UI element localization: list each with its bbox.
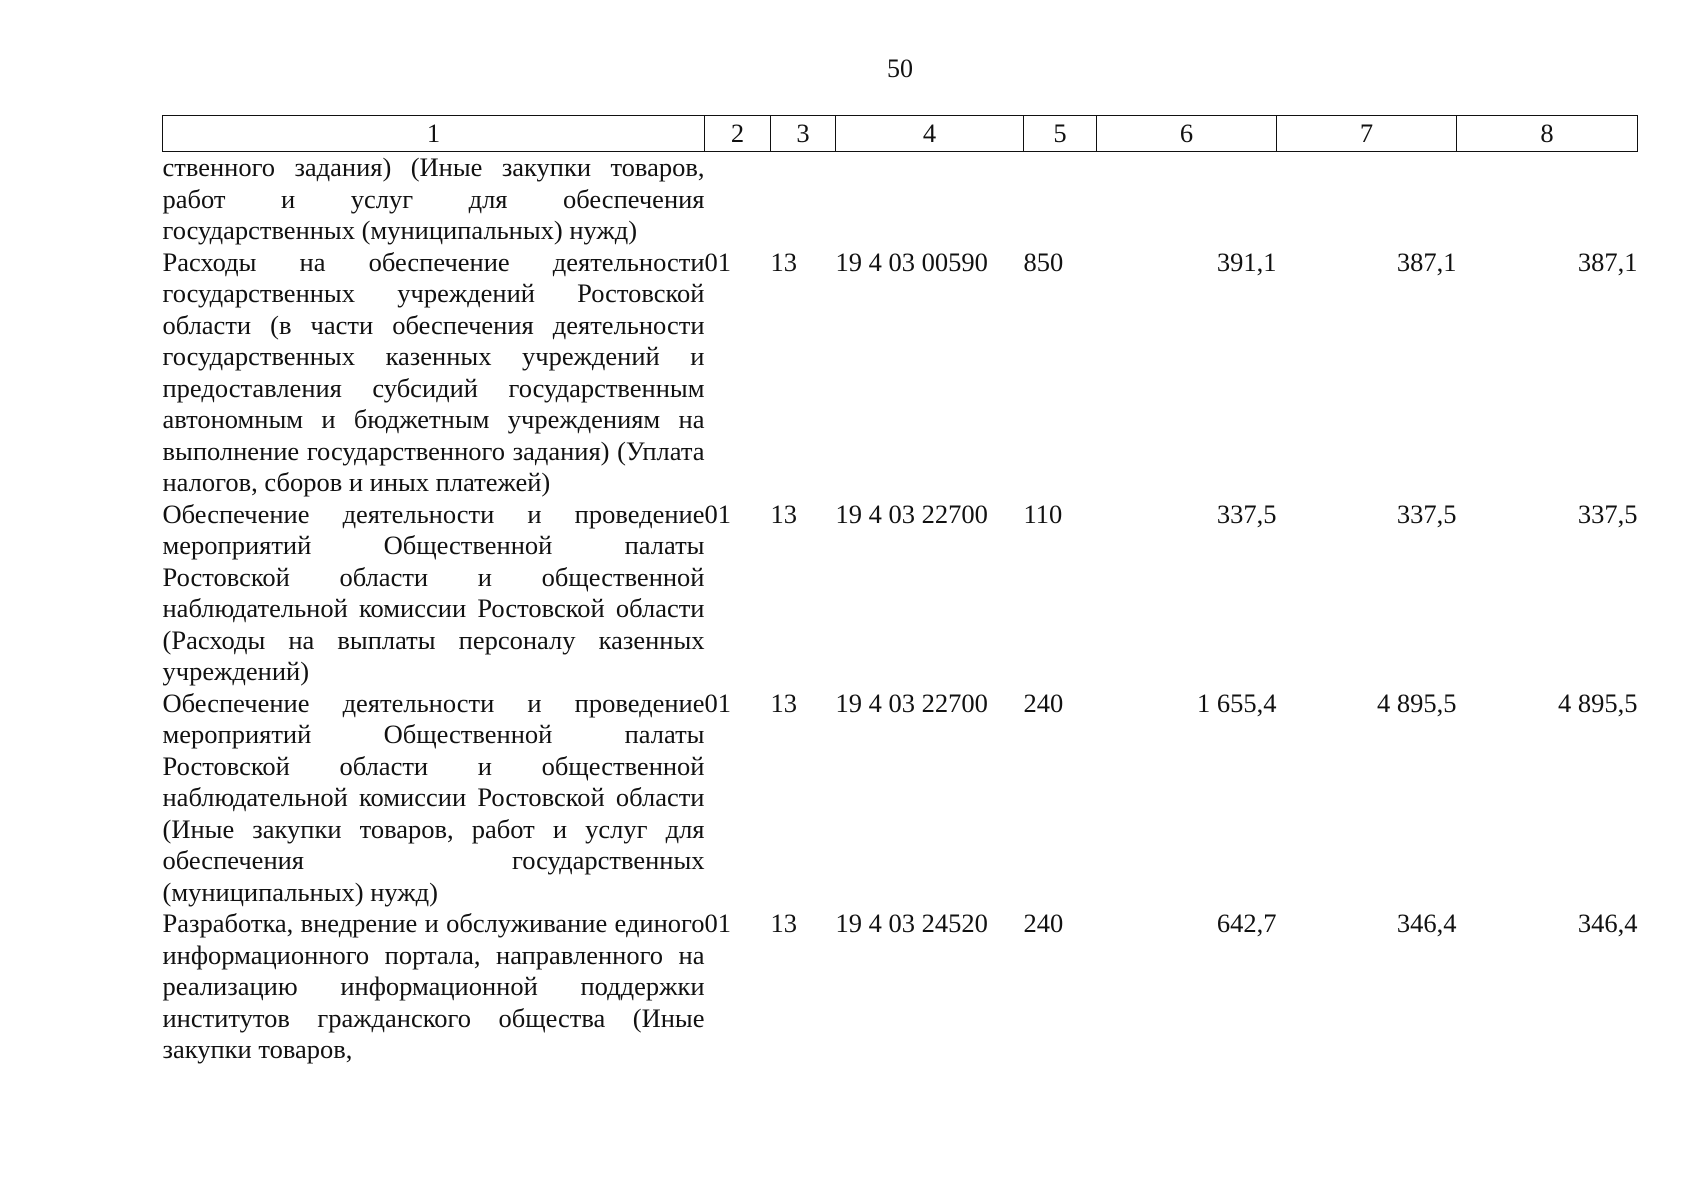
row-expense-type: 850 bbox=[1023, 246, 1064, 277]
row-target-article: 19 4 03 22700 bbox=[835, 498, 988, 529]
table-row bbox=[163, 908, 1638, 1066]
table-row bbox=[163, 688, 1638, 909]
row-amount-3 bbox=[1457, 152, 1638, 247]
row-description: Разработка, внедрение и обслуживание единого информационного портала, направленного на реализацию информационной поддержки институтов гражданского общества (Иные закупки товаров, bbox=[162, 908, 705, 1064]
table-row bbox=[163, 152, 1638, 247]
row-amount-3: 346,4 bbox=[1577, 908, 1638, 938]
row-section: 01 bbox=[704, 498, 731, 529]
row-subsection bbox=[771, 152, 836, 247]
row-amount-3: 337,5 bbox=[1577, 498, 1638, 529]
row-subsection: 13 bbox=[770, 687, 797, 718]
column-header-4: 4 bbox=[836, 116, 1024, 152]
row-expense-type: 240 bbox=[1023, 687, 1064, 718]
column-header-5: 5 bbox=[1024, 116, 1097, 152]
row-subsection: 13 bbox=[770, 498, 797, 529]
table-body bbox=[163, 152, 1638, 1066]
row-amount-3: 4 895,5 bbox=[1558, 687, 1638, 718]
column-header-2: 2 bbox=[705, 116, 771, 152]
row-amount-2: 346,4 bbox=[1396, 908, 1457, 938]
row-target-article bbox=[836, 152, 1024, 247]
column-header-6: 6 bbox=[1097, 116, 1277, 152]
row-expense-type: 110 bbox=[1023, 498, 1063, 529]
table-header bbox=[163, 116, 1638, 152]
row-amount-2: 387,1 bbox=[1396, 246, 1457, 277]
row-section: 01 bbox=[704, 908, 731, 938]
row-description: Обеспечение деятельности и проведение мероприятий Общественной палаты Ростовской области и общественной наблюдательной комиссии Ростовской области (Иные закупки товаров, работ и услуг для обеспечения государственных (муниципальных) нужд) bbox=[162, 687, 705, 907]
row-amount-1: 642,7 bbox=[1216, 908, 1277, 938]
table-row bbox=[163, 499, 1638, 688]
row-section: 01 bbox=[704, 687, 731, 718]
header-row bbox=[163, 116, 1638, 152]
column-header-8: 8 bbox=[1457, 116, 1638, 152]
page-number: 50 bbox=[887, 54, 913, 83]
row-subsection: 13 bbox=[770, 908, 797, 938]
row-amount-2 bbox=[1277, 152, 1457, 247]
row-target-article: 19 4 03 00590 bbox=[835, 246, 988, 277]
table-row bbox=[163, 247, 1638, 499]
row-target-article: 19 4 03 24520 bbox=[835, 908, 988, 938]
row-section bbox=[705, 152, 771, 247]
row-expense-type bbox=[1024, 152, 1097, 247]
row-target-article: 19 4 03 22700 bbox=[835, 687, 988, 718]
column-header-7: 7 bbox=[1277, 116, 1457, 152]
row-description: Обеспечение деятельности и проведение мероприятий Общественной палаты Ростовской области и общественной наблюдательной комиссии Ростовской области (Расходы на выплаты персоналу казенных учреждений) bbox=[162, 498, 705, 686]
row-description: ственного задания) (Иные закупки товаров, работ и услуг для обеспечения государственных (муниципальных) нужд) bbox=[162, 152, 705, 245]
row-expense-type: 240 bbox=[1023, 908, 1064, 938]
row-amount-1: 391,1 bbox=[1216, 246, 1277, 277]
row-amount-1: 1 655,4 bbox=[1197, 687, 1277, 718]
column-header-1: 1 bbox=[163, 116, 705, 152]
row-amount-3: 387,1 bbox=[1577, 246, 1638, 277]
row-amount-1: 337,5 bbox=[1216, 498, 1277, 529]
row-amount-2: 4 895,5 bbox=[1377, 687, 1457, 718]
row-subsection: 13 bbox=[770, 246, 797, 277]
row-section: 01 bbox=[704, 246, 731, 277]
column-header-3: 3 bbox=[771, 116, 836, 152]
budget-table bbox=[162, 115, 1638, 1066]
row-amount-1 bbox=[1097, 152, 1277, 247]
row-amount-2: 337,5 bbox=[1396, 498, 1457, 529]
row-description: Расходы на обеспечение деятельности государственных учреждений Ростовской области (в части обеспечения деятельности государственных казенных учреждений и предоставления субсидий государственным автономным и бюджетным учреждениям на выполнение государственного задания) (Уплата налогов, сборов и иных платежей) bbox=[162, 246, 705, 497]
